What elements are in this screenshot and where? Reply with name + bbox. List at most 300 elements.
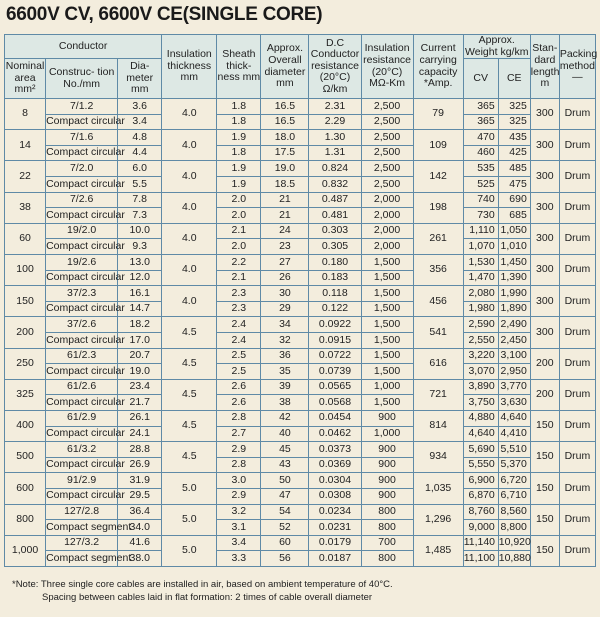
weight-cv-cell: 2,590 — [463, 317, 498, 333]
diameter-cell: 10.0 — [118, 223, 162, 239]
diameter-cell: 12.0 — [118, 270, 162, 286]
weight-ce-cell: 4,640 — [498, 410, 530, 426]
table-row — [5, 114, 596, 130]
insulation-resistance-cell: 1,500 — [361, 317, 413, 333]
insulation-resistance-cell: 1,000 — [361, 379, 413, 395]
weight-cv-cell: 1,530 — [463, 255, 498, 271]
sheath-thickness-cell: 2.3 — [217, 286, 261, 302]
weight-ce-cell: 425 — [498, 145, 530, 161]
sheath-thickness-cell: 3.3 — [217, 551, 261, 567]
construction-cell: Compact circular — [46, 488, 118, 504]
diameter-cell: 41.6 — [118, 535, 162, 551]
dc-resistance-cell: 0.487 — [309, 192, 361, 208]
overall-diameter-cell: 17.5 — [261, 145, 309, 161]
overall-diameter-cell: 42 — [261, 410, 309, 426]
insulation-thickness-cell: 4.5 — [162, 379, 217, 410]
insulation-thickness-cell: 4.0 — [162, 99, 217, 130]
table-row — [5, 473, 596, 489]
insulation-thickness-cell: 4.0 — [162, 286, 217, 317]
overall-diameter-cell: 39 — [261, 379, 309, 395]
header-current-capacity: Current carrying capacity *Amp. — [413, 35, 463, 99]
dc-resistance-cell: 0.0722 — [309, 348, 361, 364]
table-row — [5, 410, 596, 426]
construction-cell: 61/3.2 — [46, 442, 118, 458]
insulation-resistance-cell: 900 — [361, 457, 413, 473]
insulation-resistance-cell: 1,000 — [361, 426, 413, 442]
weight-ce-cell: 3,100 — [498, 348, 530, 364]
nominal-area-cell: 600 — [5, 473, 46, 504]
diameter-cell: 14.7 — [118, 301, 162, 317]
weight-cv-cell: 11,100 — [463, 551, 498, 567]
sheath-thickness-cell: 1.9 — [217, 130, 261, 146]
diameter-cell: 4.8 — [118, 130, 162, 146]
sheath-thickness-cell: 2.2 — [217, 255, 261, 271]
overall-diameter-cell: 52 — [261, 520, 309, 536]
construction-cell: Compact circular — [46, 270, 118, 286]
diameter-cell: 31.9 — [118, 473, 162, 489]
insulation-resistance-cell: 700 — [361, 535, 413, 551]
sheath-thickness-cell: 2.0 — [217, 192, 261, 208]
overall-diameter-cell: 23 — [261, 239, 309, 255]
insulation-resistance-cell: 2,000 — [361, 223, 413, 239]
packing-method-cell: Drum — [559, 286, 595, 317]
header-ce: CE — [498, 59, 530, 99]
table-row — [5, 457, 596, 473]
weight-ce-cell: 6,720 — [498, 473, 530, 489]
table-row — [5, 488, 596, 504]
standard-length-cell: 150 — [530, 504, 559, 535]
dc-resistance-cell: 0.0739 — [309, 364, 361, 380]
dc-resistance-cell: 2.29 — [309, 114, 361, 130]
weight-cv-cell: 9,000 — [463, 520, 498, 536]
sheath-thickness-cell: 1.9 — [217, 177, 261, 193]
weight-cv-cell: 4,640 — [463, 426, 498, 442]
nominal-area-cell: 400 — [5, 410, 46, 441]
insulation-resistance-cell: 900 — [361, 410, 413, 426]
weight-cv-cell: 11,140 — [463, 535, 498, 551]
weight-cv-cell: 730 — [463, 208, 498, 224]
diameter-cell: 26.1 — [118, 410, 162, 426]
packing-method-cell: Drum — [559, 99, 595, 130]
diameter-cell: 24.1 — [118, 426, 162, 442]
dc-resistance-cell: 0.0234 — [309, 504, 361, 520]
nominal-area-cell: 8 — [5, 99, 46, 130]
table-row — [5, 535, 596, 551]
current-capacity-cell: 541 — [413, 317, 463, 348]
diameter-cell: 23.4 — [118, 379, 162, 395]
insulation-resistance-cell: 2,500 — [361, 161, 413, 177]
insulation-resistance-cell: 1,500 — [361, 395, 413, 411]
weight-cv-cell: 365 — [463, 99, 498, 115]
page-title: 6600V CV, 6600V CE(SINGLE CORE) — [6, 4, 323, 25]
construction-cell: Compact circular — [46, 457, 118, 473]
table-row — [5, 364, 596, 380]
nominal-area-cell: 200 — [5, 317, 46, 348]
construction-cell: 127/2.8 — [46, 504, 118, 520]
insulation-resistance-cell: 2,500 — [361, 177, 413, 193]
construction-cell: Compact circular — [46, 426, 118, 442]
dc-resistance-cell: 0.305 — [309, 239, 361, 255]
overall-diameter-cell: 27 — [261, 255, 309, 271]
nominal-area-cell: 60 — [5, 223, 46, 254]
weight-ce-cell: 8,800 — [498, 520, 530, 536]
insulation-resistance-cell: 2,500 — [361, 114, 413, 130]
table-row — [5, 426, 596, 442]
sheath-thickness-cell: 2.9 — [217, 442, 261, 458]
insulation-thickness-cell: 5.0 — [162, 535, 217, 566]
overall-diameter-cell: 16.5 — [261, 99, 309, 115]
sheath-thickness-cell: 2.6 — [217, 395, 261, 411]
construction-cell: Compact circular — [46, 333, 118, 349]
overall-diameter-cell: 16.5 — [261, 114, 309, 130]
overall-diameter-cell: 18.0 — [261, 130, 309, 146]
weight-cv-cell: 3,890 — [463, 379, 498, 395]
packing-method-cell: Drum — [559, 535, 595, 566]
overall-diameter-cell: 19.0 — [261, 161, 309, 177]
insulation-resistance-cell: 800 — [361, 520, 413, 536]
insulation-resistance-cell: 1,500 — [361, 301, 413, 317]
table-row — [5, 551, 596, 567]
diameter-cell: 36.4 — [118, 504, 162, 520]
construction-cell: Compact circular — [46, 177, 118, 193]
overall-diameter-cell: 47 — [261, 488, 309, 504]
weight-ce-cell: 475 — [498, 177, 530, 193]
insulation-thickness-cell: 4.0 — [162, 130, 217, 161]
current-capacity-cell: 1,296 — [413, 504, 463, 535]
insulation-thickness-cell: 4.0 — [162, 192, 217, 223]
diameter-cell: 20.7 — [118, 348, 162, 364]
insulation-resistance-cell: 2,000 — [361, 192, 413, 208]
packing-method-cell: Drum — [559, 348, 595, 379]
weight-cv-cell: 365 — [463, 114, 498, 130]
sheath-thickness-cell: 3.4 — [217, 535, 261, 551]
packing-method-cell: Drum — [559, 410, 595, 441]
diameter-cell: 9.3 — [118, 239, 162, 255]
diameter-cell: 3.6 — [118, 99, 162, 115]
insulation-thickness-cell: 5.0 — [162, 473, 217, 504]
weight-ce-cell: 485 — [498, 161, 530, 177]
current-capacity-cell: 456 — [413, 286, 463, 317]
table-row — [5, 208, 596, 224]
construction-cell: Compact segment — [46, 551, 118, 567]
dc-resistance-cell: 0.0369 — [309, 457, 361, 473]
header-cv: CV — [463, 59, 498, 99]
footnote — [12, 579, 393, 605]
weight-ce-cell: 5,370 — [498, 457, 530, 473]
nominal-area-cell: 1,000 — [5, 535, 46, 566]
construction-cell: Compact circular — [46, 239, 118, 255]
insulation-thickness-cell: 4.0 — [162, 255, 217, 286]
current-capacity-cell: 109 — [413, 130, 463, 161]
table-row — [5, 317, 596, 333]
weight-cv-cell: 3,750 — [463, 395, 498, 411]
diameter-cell: 18.2 — [118, 317, 162, 333]
sheath-thickness-cell: 1.8 — [217, 145, 261, 161]
construction-cell: Compact circular — [46, 301, 118, 317]
current-capacity-cell: 814 — [413, 410, 463, 441]
insulation-thickness-cell: 4.0 — [162, 161, 217, 192]
construction-cell: 37/2.3 — [46, 286, 118, 302]
weight-ce-cell: 8,560 — [498, 504, 530, 520]
weight-ce-cell: 3,630 — [498, 395, 530, 411]
overall-diameter-cell: 35 — [261, 364, 309, 380]
construction-cell: 7/2.0 — [46, 161, 118, 177]
weight-cv-cell: 1,980 — [463, 301, 498, 317]
weight-cv-cell: 3,070 — [463, 364, 498, 380]
insulation-resistance-cell: 2,500 — [361, 145, 413, 161]
weight-cv-cell: 1,070 — [463, 239, 498, 255]
weight-ce-cell: 2,950 — [498, 364, 530, 380]
sheath-thickness-cell: 3.1 — [217, 520, 261, 536]
current-capacity-cell: 934 — [413, 442, 463, 473]
standard-length-cell: 300 — [530, 130, 559, 161]
dc-resistance-cell: 0.183 — [309, 270, 361, 286]
construction-cell: 61/2.6 — [46, 379, 118, 395]
overall-diameter-cell: 21 — [261, 192, 309, 208]
sheath-thickness-cell: 1.8 — [217, 114, 261, 130]
construction-cell: Compact segment — [46, 520, 118, 536]
overall-diameter-cell: 24 — [261, 223, 309, 239]
current-capacity-cell: 1,035 — [413, 473, 463, 504]
diameter-cell: 13.0 — [118, 255, 162, 271]
weight-ce-cell: 10,880 — [498, 551, 530, 567]
insulation-thickness-cell: 4.5 — [162, 348, 217, 379]
weight-cv-cell: 6,900 — [463, 473, 498, 489]
insulation-resistance-cell: 1,500 — [361, 364, 413, 380]
sheath-thickness-cell: 2.5 — [217, 364, 261, 380]
table-row — [5, 333, 596, 349]
table-row — [5, 520, 596, 536]
diameter-cell: 5.5 — [118, 177, 162, 193]
insulation-resistance-cell: 1,500 — [361, 348, 413, 364]
dc-resistance-cell: 0.0187 — [309, 551, 361, 567]
weight-cv-cell: 460 — [463, 145, 498, 161]
weight-ce-cell: 5,510 — [498, 442, 530, 458]
header-insulation-resistance: Insulation resistance (20°C) MΩ-Km — [361, 35, 413, 99]
weight-ce-cell: 6,710 — [498, 488, 530, 504]
dc-resistance-cell: 0.0179 — [309, 535, 361, 551]
header-conductor: Conductor — [5, 35, 162, 59]
dc-resistance-cell: 0.481 — [309, 208, 361, 224]
dc-resistance-cell: 1.31 — [309, 145, 361, 161]
header-nominal-area: Nominal area mm² — [5, 59, 46, 99]
diameter-cell: 28.8 — [118, 442, 162, 458]
overall-diameter-cell: 29 — [261, 301, 309, 317]
standard-length-cell: 300 — [530, 255, 559, 286]
standard-length-cell: 150 — [530, 535, 559, 566]
dc-resistance-cell: 0.0565 — [309, 379, 361, 395]
standard-length-cell: 200 — [530, 379, 559, 410]
table-row — [5, 301, 596, 317]
diameter-cell: 7.3 — [118, 208, 162, 224]
construction-cell: 19/2.6 — [46, 255, 118, 271]
weight-ce-cell: 690 — [498, 192, 530, 208]
sheath-thickness-cell: 3.2 — [217, 504, 261, 520]
weight-cv-cell: 1,470 — [463, 270, 498, 286]
dc-resistance-cell: 0.0231 — [309, 520, 361, 536]
nominal-area-cell: 22 — [5, 161, 46, 192]
standard-length-cell: 300 — [530, 161, 559, 192]
sheath-thickness-cell: 1.8 — [217, 99, 261, 115]
insulation-resistance-cell: 900 — [361, 442, 413, 458]
overall-diameter-cell: 50 — [261, 473, 309, 489]
weight-cv-cell: 4,880 — [463, 410, 498, 426]
nominal-area-cell: 325 — [5, 379, 46, 410]
nominal-area-cell: 150 — [5, 286, 46, 317]
diameter-cell: 38.0 — [118, 551, 162, 567]
diameter-cell: 26.9 — [118, 457, 162, 473]
nominal-area-cell: 14 — [5, 130, 46, 161]
sheath-thickness-cell: 1.9 — [217, 161, 261, 177]
sheath-thickness-cell: 2.5 — [217, 348, 261, 364]
packing-method-cell: Drum — [559, 504, 595, 535]
overall-diameter-cell: 45 — [261, 442, 309, 458]
weight-ce-cell: 4,410 — [498, 426, 530, 442]
weight-cv-cell: 3,220 — [463, 348, 498, 364]
header-dc-resistance: D.C Conductor resistance (20°C) Ω/km — [309, 35, 361, 99]
diameter-cell: 29.5 — [118, 488, 162, 504]
table-row — [5, 270, 596, 286]
sheath-thickness-cell: 2.1 — [217, 270, 261, 286]
standard-length-cell: 300 — [530, 317, 559, 348]
table-row — [5, 395, 596, 411]
weight-cv-cell: 1,110 — [463, 223, 498, 239]
current-capacity-cell: 261 — [413, 223, 463, 254]
insulation-resistance-cell: 2,500 — [361, 99, 413, 115]
weight-ce-cell: 1,990 — [498, 286, 530, 302]
construction-cell: Compact circular — [46, 364, 118, 380]
nominal-area-cell: 800 — [5, 504, 46, 535]
header-insulation-thickness: Insulation thickness mm — [162, 35, 217, 99]
cable-spec-table — [4, 34, 596, 567]
dc-resistance-cell: 2.31 — [309, 99, 361, 115]
table-row — [5, 442, 596, 458]
weight-cv-cell: 5,550 — [463, 457, 498, 473]
dc-resistance-cell: 0.0915 — [309, 333, 361, 349]
insulation-thickness-cell: 4.5 — [162, 442, 217, 473]
insulation-resistance-cell: 1,500 — [361, 270, 413, 286]
diameter-cell: 3.4 — [118, 114, 162, 130]
sheath-thickness-cell: 2.8 — [217, 457, 261, 473]
weight-cv-cell: 535 — [463, 161, 498, 177]
dc-resistance-cell: 0.0454 — [309, 410, 361, 426]
construction-cell: Compact circular — [46, 395, 118, 411]
packing-method-cell: Drum — [559, 192, 595, 223]
weight-ce-cell: 3,770 — [498, 379, 530, 395]
standard-length-cell: 150 — [530, 473, 559, 504]
header-standard-length: Stan- dard length m — [530, 35, 559, 99]
table-row — [5, 504, 596, 520]
construction-cell: Compact circular — [46, 114, 118, 130]
construction-cell: 61/2.3 — [46, 348, 118, 364]
sheath-thickness-cell: 2.4 — [217, 333, 261, 349]
insulation-resistance-cell: 800 — [361, 504, 413, 520]
diameter-cell: 4.4 — [118, 145, 162, 161]
overall-diameter-cell: 38 — [261, 395, 309, 411]
header-diameter: Dia- meter mm — [118, 59, 162, 99]
insulation-resistance-cell: 1,500 — [361, 255, 413, 271]
construction-cell: 37/2.6 — [46, 317, 118, 333]
overall-diameter-cell: 56 — [261, 551, 309, 567]
insulation-thickness-cell: 4.5 — [162, 410, 217, 441]
insulation-thickness-cell: 4.5 — [162, 317, 217, 348]
current-capacity-cell: 79 — [413, 99, 463, 130]
standard-length-cell: 150 — [530, 442, 559, 473]
dc-resistance-cell: 0.824 — [309, 161, 361, 177]
weight-cv-cell: 5,690 — [463, 442, 498, 458]
weight-cv-cell: 525 — [463, 177, 498, 193]
current-capacity-cell: 356 — [413, 255, 463, 286]
packing-method-cell: Drum — [559, 317, 595, 348]
insulation-resistance-cell: 2,500 — [361, 130, 413, 146]
insulation-resistance-cell: 2,000 — [361, 239, 413, 255]
construction-cell: 7/2.6 — [46, 192, 118, 208]
current-capacity-cell: 1,485 — [413, 535, 463, 566]
table-row — [5, 99, 596, 115]
sheath-thickness-cell: 3.0 — [217, 473, 261, 489]
construction-cell: 7/1.2 — [46, 99, 118, 115]
table-row — [5, 379, 596, 395]
overall-diameter-cell: 18.5 — [261, 177, 309, 193]
packing-method-cell: Drum — [559, 379, 595, 410]
packing-method-cell: Drum — [559, 130, 595, 161]
dc-resistance-cell: 0.832 — [309, 177, 361, 193]
insulation-thickness-cell: 5.0 — [162, 504, 217, 535]
standard-length-cell: 200 — [530, 348, 559, 379]
table-row — [5, 286, 596, 302]
overall-diameter-cell: 43 — [261, 457, 309, 473]
table-row — [5, 255, 596, 271]
dc-resistance-cell: 0.0568 — [309, 395, 361, 411]
sheath-thickness-cell: 2.3 — [217, 301, 261, 317]
insulation-resistance-cell: 800 — [361, 551, 413, 567]
table-row — [5, 348, 596, 364]
insulation-thickness-cell: 4.0 — [162, 223, 217, 254]
dc-resistance-cell: 0.122 — [309, 301, 361, 317]
header-overall-diameter: Approx. Overall diameter mm — [261, 35, 309, 99]
dc-resistance-cell: 0.0373 — [309, 442, 361, 458]
construction-cell: Compact circular — [46, 145, 118, 161]
weight-ce-cell: 1,010 — [498, 239, 530, 255]
table-body — [5, 99, 596, 567]
weight-ce-cell: 1,450 — [498, 255, 530, 271]
dc-resistance-cell: 0.0304 — [309, 473, 361, 489]
sheath-thickness-cell: 2.6 — [217, 379, 261, 395]
packing-method-cell: Drum — [559, 442, 595, 473]
header-weight: Approx. Weight kg/km — [465, 34, 529, 58]
standard-length-cell: 300 — [530, 286, 559, 317]
overall-diameter-cell: 34 — [261, 317, 309, 333]
weight-ce-cell: 685 — [498, 208, 530, 224]
header-sheath-thickness: Sheath thick- ness mm — [217, 35, 261, 99]
sheath-thickness-cell: 2.8 — [217, 410, 261, 426]
table-row — [5, 239, 596, 255]
standard-length-cell: 300 — [530, 192, 559, 223]
weight-ce-cell: 1,890 — [498, 301, 530, 317]
footnote-line-2: Spacing between cables laid in flat formation: 2 times of cable overall diameter — [42, 591, 373, 603]
overall-diameter-cell: 32 — [261, 333, 309, 349]
weight-ce-cell: 1,050 — [498, 223, 530, 239]
weight-cv-cell: 470 — [463, 130, 498, 146]
packing-method-cell: Drum — [559, 255, 595, 286]
dc-resistance-cell: 1.30 — [309, 130, 361, 146]
sheath-thickness-cell: 2.1 — [217, 223, 261, 239]
packing-method-cell: Drum — [559, 223, 595, 254]
weight-cv-cell: 6,870 — [463, 488, 498, 504]
diameter-cell: 21.7 — [118, 395, 162, 411]
header-construction: Construc- tion No./mm — [46, 59, 118, 99]
weight-cv-cell: 8,760 — [463, 504, 498, 520]
